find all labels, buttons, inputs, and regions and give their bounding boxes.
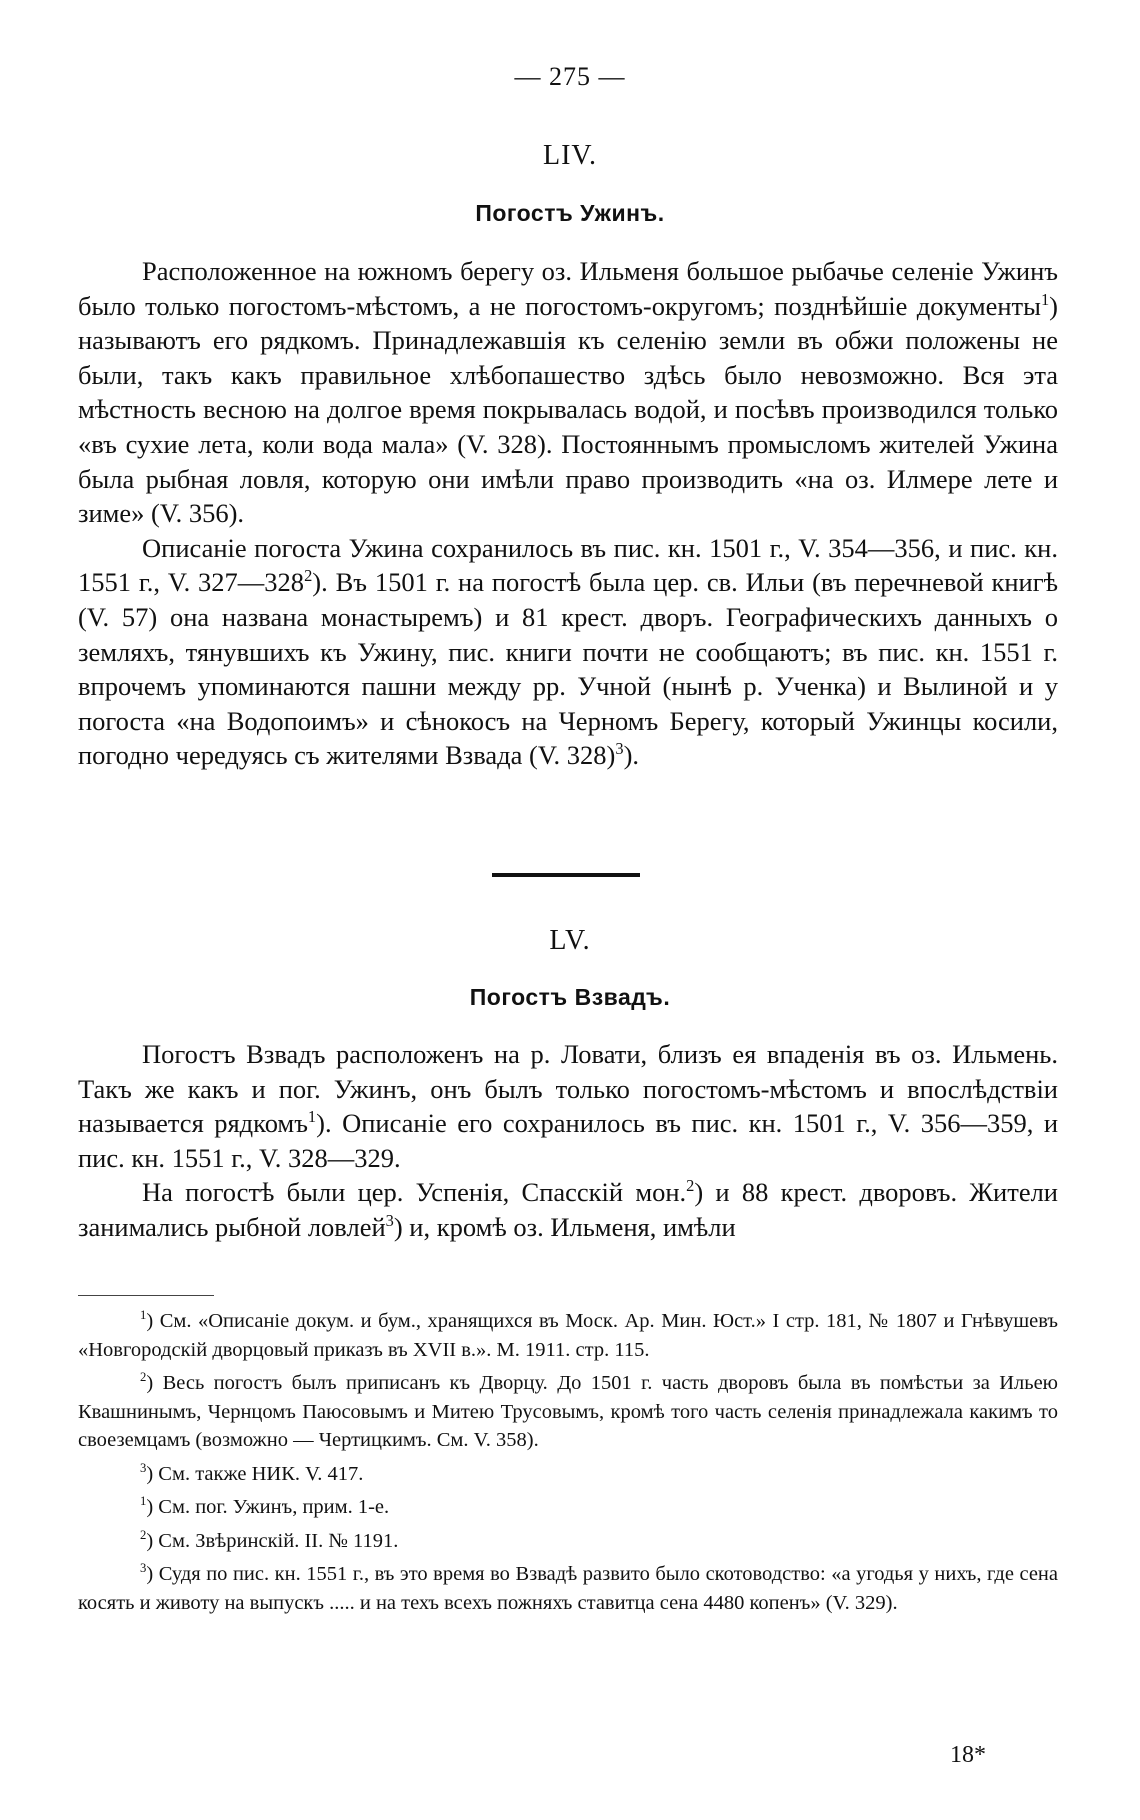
footnote-mark: 3 <box>140 1561 147 1576</box>
paragraph-text: ) и 88 крест. дворовъ. Жители занимались рыбной ловлей <box>78 1177 1058 1242</box>
footnote-ref: 2 <box>686 1176 695 1196</box>
footnote-text: ) Судя по пис. кн. 1551 г., въ это время во Взвадѣ развито было скотоводство: «а угодья у нихъ, где сена косять и животу на выпускъ ..... и на техъ всехъ пожняхъ ставитца сена 4480 копенъ» (V. 329). <box>78 1563 1058 1614</box>
paragraph-text: На погостѣ были цер. Успенія, Спасскій мон. <box>142 1177 687 1208</box>
section-numeral-lv: LV. <box>549 925 591 956</box>
footnote-mark: 1 <box>140 1494 147 1509</box>
footnote-ref: 3 <box>615 739 624 759</box>
section-title-vzvad: Погостъ Взвадъ. <box>469 984 671 1010</box>
footnote-ref: 3 <box>385 1211 394 1231</box>
footnote-text: ) См. «Описаніе докум. и бум., хранящихся въ Моск. Ар. Мин. Юст.» I стр. 181, № 1807 и Гнѣвушевъ «Новгородскій дворцовый приказъ въ XVII в.». М. 1911. стр. 115. <box>78 1310 1058 1361</box>
footnote-mark: 3 <box>140 1460 147 1475</box>
paragraph-text: ). Описаніе его сохранилось въ пис. кн. 1501 г., V. 356—359, и пис. кн. 1551 г., V. 328—329. <box>78 1108 1058 1173</box>
footnote-text: ) См. пог. Ужинъ, прим. 1-е. <box>146 1496 390 1518</box>
paragraph-text: ). <box>623 740 640 771</box>
paragraph-text: ). Въ 1501 г. на погостѣ была цер. св. Ильи (въ перечневой книгѣ (V. 57) она названа монастыремъ) и 81 крест. дворъ. Географическихъ данныхъ о земляхъ, тянувшихъ къ Ужину, пис. книги почти не сообщаютъ; въ пис. кн. 1551 г. впрочемъ упоминаются пашни между рр. Учной (нынѣ р. Ученка) и Вылиной и у погоста «на Водопоимъ» и сѣнокосъ на Черномъ Берегу, который Ужинцы косили, погодно чередуясь съ жителями Взвада (V. 328) <box>78 567 1058 771</box>
footnote-mark: 2 <box>140 1370 147 1385</box>
paragraph-text: Расположенное на южномъ берегу оз. Ильменя большое рыбачье селеніе Ужинъ было только погостомъ-мѣстомъ, а не погостомъ-округомъ; позднѣйшіе документы <box>78 256 1058 321</box>
section-numeral-liv: LIV. <box>542 140 598 171</box>
section-title-uzhin: Погостъ Ужинъ. <box>475 200 665 226</box>
footnote <box>78 1560 1058 1617</box>
section-body-vzvad <box>78 1037 1058 1245</box>
footnote-mark: 1 <box>140 1308 147 1323</box>
paragraph-text: ) называютъ его рядкомъ. Принадлежавшія къ селенію земли въ обжи положены не были, такъ какъ правильное хлѣбопашество здѣсь было невозможно. Вся эта мѣстность весною на долгое время покрывалась водой, и посѣвъ производился только «въ сухие лета, коли вода мала» (V. 328). Постояннымъ промысломъ жителей Ужина была рыбная ловля, которую они имѣли право производить «на оз. Илмере лете и зиме» (V. 356). <box>78 290 1058 529</box>
footnote-ref: 2 <box>304 566 313 586</box>
section-divider <box>492 873 640 877</box>
page-number: — 275 — <box>514 62 626 91</box>
paragraph-text: Описаніе погоста Ужина сохранилось въ пис. кн. 1501 г., V. 354—356, и пис. кн. 1551 г., V. 327—328 <box>78 532 1058 598</box>
footnote-ref: 1 <box>307 1107 317 1127</box>
footnote-text: ) Весь погостъ былъ приписанъ къ Дворцу. До 1501 г. часть дворовъ была въ помѣстьи за Ильею Квашнинымъ, Чернцомъ Паюсовымъ и Митею Трусовымъ, кромѣ того часть селенія принадлежала какимъ то своеземцамъ (возможно — Чертицкимъ. См. V. 358). <box>78 1372 1058 1451</box>
paragraph <box>78 1037 1058 1175</box>
paragraph <box>78 531 1058 773</box>
paragraph-text: Погостъ Взвадъ расположенъ на р. Ловати, близъ ея впаденія въ оз. Ильмень. Такъ же какъ и пог. Ужинъ, онъ былъ только погостомъ-мѣстомъ и впослѣдствіи называется рядкомъ <box>78 1039 1058 1139</box>
footnote <box>78 1460 1058 1489</box>
footnote-ref: 1 <box>1040 289 1050 309</box>
section-body-uzhin <box>78 254 1058 773</box>
footnotes <box>78 1307 1058 1622</box>
footnote-text: ) См. также НИК. V. 417. <box>146 1462 364 1485</box>
footnote-mark: 2 <box>140 1527 147 1542</box>
footnote <box>78 1493 1058 1522</box>
footnote-text: ) См. Звѣринскій. II. № 1191. <box>146 1529 399 1552</box>
footnote-separator <box>78 1295 214 1296</box>
paragraph <box>78 1175 1058 1244</box>
signature-mark: 18* <box>950 1742 986 1768</box>
footnote <box>78 1369 1058 1455</box>
footnote <box>78 1307 1058 1364</box>
paragraph <box>78 254 1058 531</box>
footnote <box>78 1527 1058 1556</box>
paragraph-text: ) и, кромѣ оз. Ильменя, имѣли <box>393 1211 736 1242</box>
